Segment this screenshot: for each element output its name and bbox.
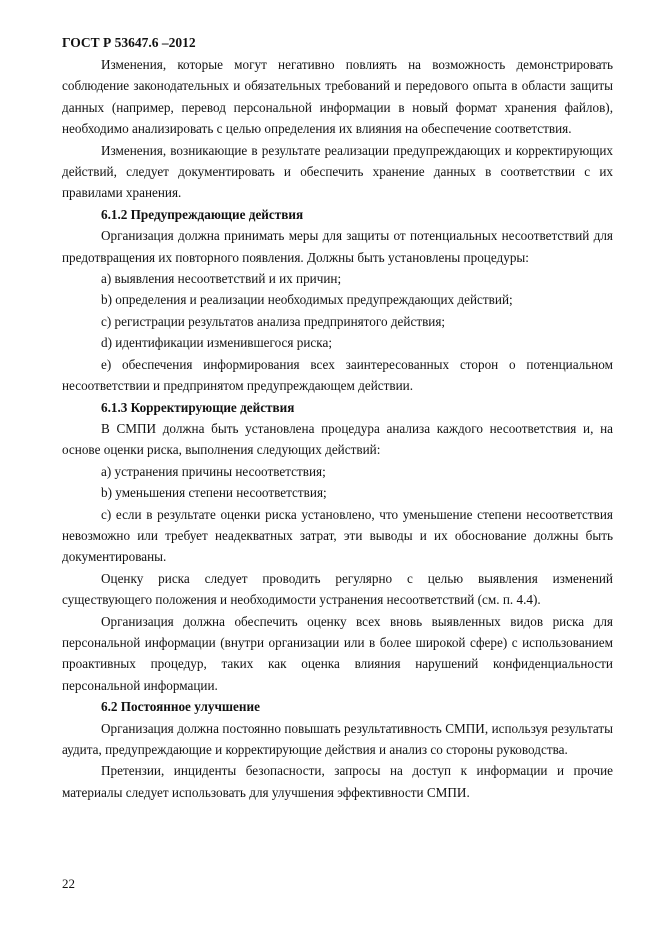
list-item-preventive-c: c) регистрации результатов анализа предпринятого действия;	[101, 313, 446, 329]
list-item-preventive-d: d) идентификации изменившегося риска;	[101, 335, 332, 351]
document-page	[62, 33, 613, 803]
paragraph-changes-impact: Изменения, которые могут негативно повлиять на возможность демонстрировать соблюдение законодательных и обязательных требований и передового опыта в области защиты данных (например, перевод персональной информации в новый формат хранения файлов), необходимо анализировать с целью определения их влияния на обеспечение соответствия.	[62, 57, 613, 137]
section-heading-6-1-2: 6.1.2 Предупреждающие действия	[101, 206, 304, 222]
section-heading-6-1-3: 6.1.3 Корректирующие действия	[101, 399, 295, 415]
paragraph-changes-documenting: Изменения, возникающие в результате реализации предупреждающих и корректирующих действий, следует документировать и обеспечить хранение данных в соответствии с их правилами хранения.	[62, 142, 613, 201]
paragraph-new-risks: Организация должна обеспечить оценку всех вновь выявленных видов риска для персональной информации (внутри организации или в более широкой сфере) с использованием проактивных процедур, таких как оценка влияния нарушений конфиденциальности персональной информации.	[62, 613, 613, 693]
paragraph-preventive-intro: Организация должна принимать меры для защиты от потенциальных несоответствий для предотвращения их повторного появления. Должны быть установлены процедуры:	[62, 228, 613, 265]
paragraph-corrective-intro: В СМПИ должна быть установлена процедура анализа каждого несоответствия и, на основе оценки риска, выполнения следующих действий:	[62, 420, 613, 458]
list-item-corrective-c: c) если в результате оценки риска установлено, что уменьшение степени несоответствия невозможно или требует неадекватных затрат, эти выводы и их обоснование должны быть документированы.	[62, 506, 613, 565]
list-item-corrective-a: a) устранения причины несоответствия;	[101, 463, 326, 479]
list-item-preventive-b: b) определения и реализации необходимых предупреждающих действий;	[101, 292, 513, 308]
list-item-preventive-a: a) выявления несоответствий и их причин;	[101, 271, 342, 287]
list-item-preventive-e: e) обеспечения информирования всех заинтересованных сторон о потенциальном несоответствии и предпринятом предупреждающем действии.	[62, 356, 613, 394]
paragraph-continual-improvement: Организация должна постоянно повышать результативность СМПИ, используя результаты аудита, предупреждающие и корректирующие действия и анализ со стороны руководства.	[62, 720, 613, 757]
paragraph-risk-assessment: Оценку риска следует проводить регулярно с целью выявления изменений существующего положения и необходимости устранения несоответствий (см. п. 4.4).	[62, 570, 613, 608]
document-header: ГОСТ Р 53647.6 –2012	[62, 35, 196, 50]
list-item-corrective-b: b) уменьшения степени несоответствия;	[101, 485, 327, 501]
section-heading-6-2: 6.2 Постоянное улучшение	[101, 699, 260, 715]
page-number: 22	[62, 876, 75, 891]
paragraph-claims-incidents: Претензии, инциденты безопасности, запросы на доступ к информации и прочие материалы следует использовать для улучшения эффективности СМПИ.	[62, 763, 613, 800]
